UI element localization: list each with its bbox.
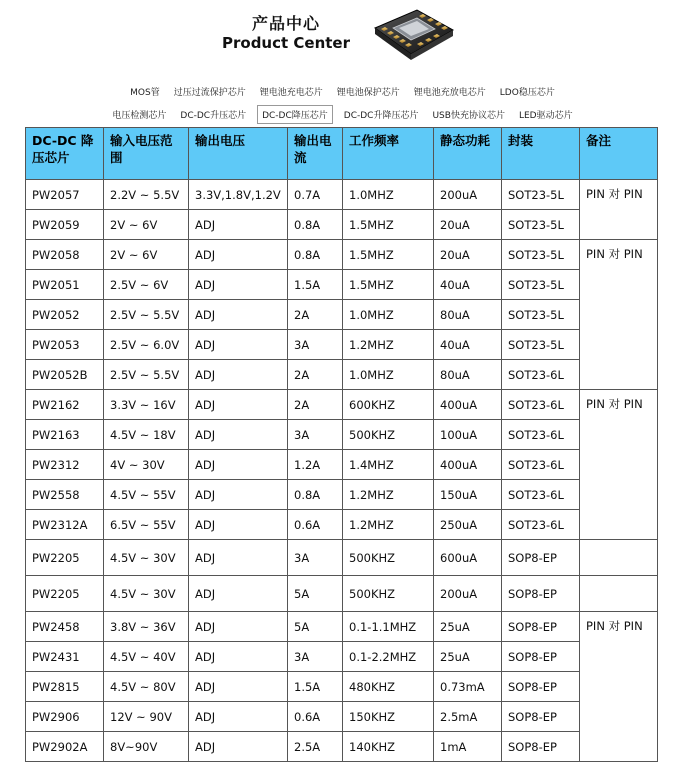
table-cell: 1.0MHZ	[343, 360, 434, 390]
table-cell: 20uA	[434, 210, 502, 240]
part-number-cell[interactable]: PW2205	[26, 576, 104, 612]
table-cell: 1.5MHZ	[343, 210, 434, 240]
category-nav-row-2	[0, 105, 685, 124]
table-cell: 3.3V ~ 16V	[104, 390, 189, 420]
table-cell: ADJ	[189, 450, 288, 480]
table-cell: 2A	[288, 300, 343, 330]
table-row	[26, 480, 658, 510]
table-cell: 80uA	[434, 300, 502, 330]
table-cell: 140KHZ	[343, 732, 434, 762]
table-cell: SOT23-5L	[502, 180, 580, 210]
page-title-en: Product Center	[222, 34, 350, 52]
table-cell: 20uA	[434, 240, 502, 270]
table-row	[26, 642, 658, 672]
column-header-6: 静态功耗	[434, 128, 502, 180]
table-row	[26, 300, 658, 330]
table-cell: 4.5V ~ 80V	[104, 672, 189, 702]
table-cell: 1.0MHZ	[343, 300, 434, 330]
table-cell: ADJ	[189, 732, 288, 762]
table-row	[26, 180, 658, 210]
table-row	[26, 420, 658, 450]
note-cell: PIN 对 PIN	[580, 240, 658, 390]
table-cell: 80uA	[434, 360, 502, 390]
table-cell: 0.8A	[288, 210, 343, 240]
table-cell: 500KHZ	[343, 576, 434, 612]
column-header-7: 封装	[502, 128, 580, 180]
table-cell: SOT23-6L	[502, 510, 580, 540]
table-cell: 25uA	[434, 612, 502, 642]
table-cell: 600uA	[434, 540, 502, 576]
table-cell: ADJ	[189, 240, 288, 270]
table-row	[26, 732, 658, 762]
table-cell: 3A	[288, 330, 343, 360]
table-cell: 12V ~ 90V	[104, 702, 189, 732]
table-cell: 150KHZ	[343, 702, 434, 732]
nav-item-2-6[interactable]: LED驱动芯片	[518, 111, 573, 121]
table-cell: 1.5A	[288, 672, 343, 702]
table-cell: 2V ~ 6V	[104, 210, 189, 240]
table-row	[26, 612, 658, 642]
table-cell: 0.6A	[288, 702, 343, 732]
table-cell: 1.2MHZ	[343, 510, 434, 540]
nav-item-2-4[interactable]: DC-DC升降压芯片	[343, 111, 419, 121]
table-cell: ADJ	[189, 420, 288, 450]
table-cell: 3.3V,1.8V,1.2V	[189, 180, 288, 210]
column-header-1: DC-DC 降压芯片	[26, 128, 104, 180]
nav-item-2-2[interactable]: DC-DC升压芯片	[180, 111, 247, 121]
part-number-cell[interactable]: PW2053	[26, 330, 104, 360]
table-cell: 500KHZ	[343, 420, 434, 450]
product-spec-table	[25, 127, 658, 762]
table-row	[26, 510, 658, 540]
table-cell: 0.8A	[288, 240, 343, 270]
table-cell: SOT23-5L	[502, 270, 580, 300]
part-number-cell[interactable]: PW2058	[26, 240, 104, 270]
table-cell: ADJ	[189, 702, 288, 732]
table-cell: ADJ	[189, 300, 288, 330]
part-number-cell[interactable]: PW2052	[26, 300, 104, 330]
table-cell: 40uA	[434, 270, 502, 300]
table-cell: 25uA	[434, 642, 502, 672]
table-row	[26, 702, 658, 732]
part-number-cell[interactable]: PW2059	[26, 210, 104, 240]
table-cell: 5A	[288, 576, 343, 612]
table-cell: 0.8A	[288, 480, 343, 510]
table-cell: SOT23-6L	[502, 480, 580, 510]
table-cell: SOP8-EP	[502, 540, 580, 576]
table-cell: 4.5V ~ 40V	[104, 642, 189, 672]
part-number-cell[interactable]: PW2312	[26, 450, 104, 480]
table-cell: 1.4MHZ	[343, 450, 434, 480]
part-number-cell[interactable]: PW2815	[26, 672, 104, 702]
table-cell: 480KHZ	[343, 672, 434, 702]
table-cell: 400uA	[434, 450, 502, 480]
table-row	[26, 240, 658, 270]
table-row	[26, 210, 658, 240]
part-number-cell[interactable]: PW2205	[26, 540, 104, 576]
table-cell: 1.5A	[288, 270, 343, 300]
table-cell: 1mA	[434, 732, 502, 762]
table-cell: ADJ	[189, 390, 288, 420]
table-cell: 400uA	[434, 390, 502, 420]
table-cell: 1.5MHZ	[343, 240, 434, 270]
table-row	[26, 390, 658, 420]
table-row	[26, 576, 658, 612]
column-header-8: 备注	[580, 128, 658, 180]
table-cell: 1.2A	[288, 450, 343, 480]
table-cell: SOP8-EP	[502, 732, 580, 762]
nav-item-1-4[interactable]: 锂电池保护芯片	[336, 88, 400, 98]
table-cell: SOT23-6L	[502, 390, 580, 420]
table-cell: SOT23-6L	[502, 360, 580, 390]
table-cell: ADJ	[189, 642, 288, 672]
table-cell: 1.2MHZ	[343, 330, 434, 360]
table-cell: 2.5V ~ 6V	[104, 270, 189, 300]
page-title-cn: 产品中心	[251, 14, 320, 33]
table-cell: 0.1-2.2MHZ	[343, 642, 434, 672]
table-cell: SOT23-5L	[502, 210, 580, 240]
table-cell: SOT23-5L	[502, 300, 580, 330]
table-cell: 2.5V ~ 5.5V	[104, 300, 189, 330]
table-row	[26, 270, 658, 300]
table-cell: 150uA	[434, 480, 502, 510]
note-cell: PIN 对 PIN	[580, 180, 658, 240]
table-cell: 0.6A	[288, 510, 343, 540]
table-cell: ADJ	[189, 480, 288, 510]
page-header	[0, 0, 685, 70]
ic-chip-icon	[367, 4, 459, 66]
nav-item-1-2[interactable]: 过压过流保护芯片	[173, 88, 246, 98]
nav-item-1-1[interactable]: MOS管	[130, 88, 160, 98]
table-cell: 3.8V ~ 36V	[104, 612, 189, 642]
part-number-cell[interactable]: PW2163	[26, 420, 104, 450]
part-number-cell[interactable]: PW2162	[26, 390, 104, 420]
table-cell: 40uA	[434, 330, 502, 360]
table-cell: 250uA	[434, 510, 502, 540]
note-cell	[580, 540, 658, 576]
table-cell: 200uA	[434, 180, 502, 210]
table-cell: 4V ~ 30V	[104, 450, 189, 480]
part-number-cell[interactable]: PW2052B	[26, 360, 104, 390]
table-cell: 100uA	[434, 420, 502, 450]
table-cell: 2.5A	[288, 732, 343, 762]
table-cell: ADJ	[189, 576, 288, 612]
table-row	[26, 672, 658, 702]
part-number-cell[interactable]: PW2312A	[26, 510, 104, 540]
table-cell: 6.5V ~ 55V	[104, 510, 189, 540]
table-cell: ADJ	[189, 210, 288, 240]
table-cell: ADJ	[189, 270, 288, 300]
table-cell: 8V~90V	[104, 732, 189, 762]
table-cell: 4.5V ~ 18V	[104, 420, 189, 450]
table-cell: ADJ	[189, 510, 288, 540]
note-cell: PIN 对 PIN	[580, 612, 658, 762]
table-cell: SOP8-EP	[502, 612, 580, 642]
table-cell: 4.5V ~ 30V	[104, 540, 189, 576]
nav-item-2-1[interactable]: 电压检测芯片	[112, 111, 167, 121]
table-cell: 500KHZ	[343, 540, 434, 576]
table-cell: 2.5V ~ 6.0V	[104, 330, 189, 360]
part-number-cell[interactable]: PW2906	[26, 702, 104, 732]
table-cell: 1.2MHZ	[343, 480, 434, 510]
table-cell: 1.5MHZ	[343, 270, 434, 300]
table-header-row	[26, 128, 658, 180]
part-number-cell[interactable]: PW2558	[26, 480, 104, 510]
table-cell: 0.7A	[288, 180, 343, 210]
part-number-cell[interactable]: PW2458	[26, 612, 104, 642]
table-cell: SOT23-6L	[502, 450, 580, 480]
column-header-4: 输出电流	[288, 128, 343, 180]
table-cell: SOP8-EP	[502, 702, 580, 732]
table-cell: 4.5V ~ 30V	[104, 576, 189, 612]
table-cell: 2.5V ~ 5.5V	[104, 360, 189, 390]
table-cell: ADJ	[189, 330, 288, 360]
category-nav-row-1	[0, 83, 685, 100]
table-cell: 3A	[288, 642, 343, 672]
table-body	[26, 180, 658, 762]
table-cell: 5A	[288, 612, 343, 642]
column-header-2: 输入电压范围	[104, 128, 189, 180]
table-cell: 0.73mA	[434, 672, 502, 702]
table-cell: SOP8-EP	[502, 576, 580, 612]
column-header-3: 输出电压	[189, 128, 288, 180]
part-number-cell[interactable]: PW2051	[26, 270, 104, 300]
table-row	[26, 450, 658, 480]
table-cell: SOT23-5L	[502, 330, 580, 360]
nav-item-2-3[interactable]: DC-DC降压芯片	[257, 105, 333, 124]
column-header-5: 工作频率	[343, 128, 434, 180]
part-number-cell[interactable]: PW2431	[26, 642, 104, 672]
table-cell: SOP8-EP	[502, 642, 580, 672]
table-cell: 2V ~ 6V	[104, 240, 189, 270]
note-cell	[580, 576, 658, 612]
table-cell: 2A	[288, 360, 343, 390]
table-cell: 3A	[288, 540, 343, 576]
nav-item-1-3[interactable]: 锂电池充电芯片	[259, 88, 323, 98]
table-cell: ADJ	[189, 672, 288, 702]
table-row	[26, 360, 658, 390]
table-cell: 200uA	[434, 576, 502, 612]
nav-item-1-5[interactable]: 锂电池充放电芯片	[413, 88, 486, 98]
part-number-cell[interactable]: PW2902A	[26, 732, 104, 762]
table-cell: 2.5mA	[434, 702, 502, 732]
table-cell: 3A	[288, 420, 343, 450]
table-cell: 600KHZ	[343, 390, 434, 420]
table-cell: 0.1-1.1MHZ	[343, 612, 434, 642]
table-row	[26, 540, 658, 576]
table-cell: 2.2V ~ 5.5V	[104, 180, 189, 210]
table-cell: 1.0MHZ	[343, 180, 434, 210]
nav-item-2-5[interactable]: USB快充协议芯片	[432, 111, 505, 121]
table-row	[26, 330, 658, 360]
nav-item-1-6[interactable]: LDO稳压芯片	[499, 88, 555, 98]
table-cell: ADJ	[189, 540, 288, 576]
table-cell: SOP8-EP	[502, 672, 580, 702]
table-cell: ADJ	[189, 612, 288, 642]
part-number-cell[interactable]: PW2057	[26, 180, 104, 210]
table-cell: 2A	[288, 390, 343, 420]
note-cell: PIN 对 PIN	[580, 390, 658, 540]
table-cell: SOT23-5L	[502, 240, 580, 270]
table-cell: SOT23-6L	[502, 420, 580, 450]
table-cell: ADJ	[189, 360, 288, 390]
table-cell: 4.5V ~ 55V	[104, 480, 189, 510]
